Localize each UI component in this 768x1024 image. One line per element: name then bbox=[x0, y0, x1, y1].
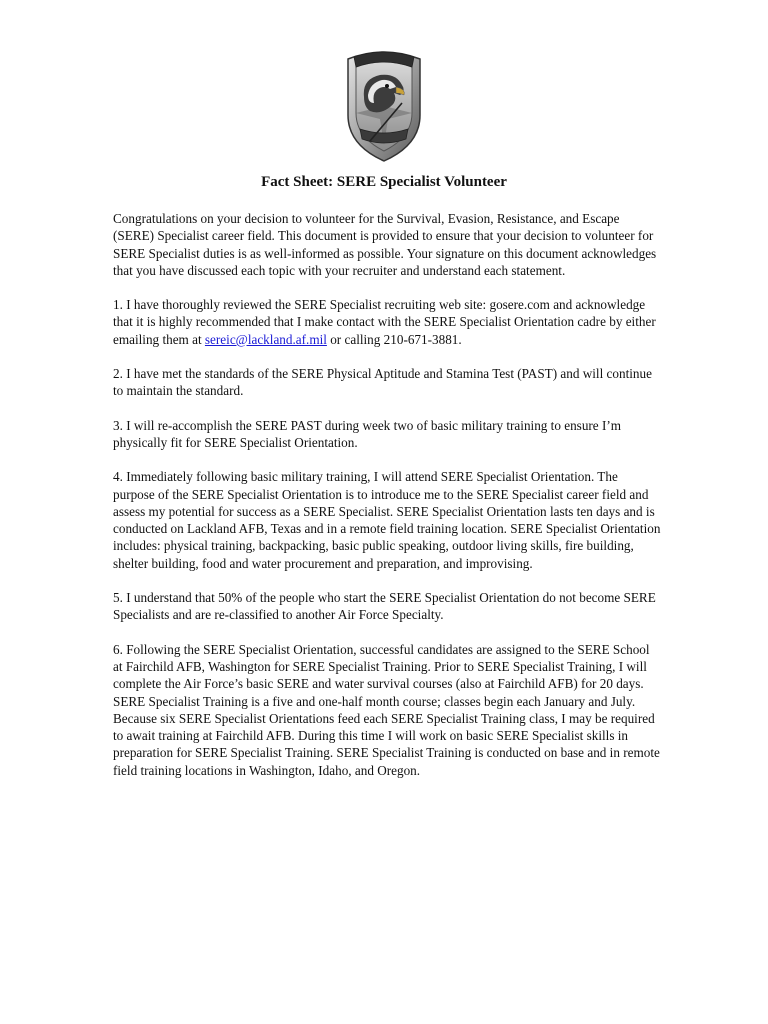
item-1-text-before: 1. I have thoroughly reviewed the SERE Specialist recruiting web site: gosere.com and acknowledge that it is highly recommended that I make contact with the SERE Specialist Orientation cadre by either emailing them at bbox=[113, 297, 656, 347]
item-1-paragraph bbox=[113, 296, 661, 348]
sere-emblem-icon bbox=[340, 45, 428, 163]
document-body bbox=[113, 210, 661, 796]
item-2-paragraph: 2. I have met the standards of the SERE Physical Aptitude and Stamina Test (PAST) and will continue to maintain the standard. bbox=[113, 366, 652, 399]
document-title: Fact Sheet: SERE Specialist Volunteer bbox=[261, 174, 507, 190]
item-5-paragraph: 5. I understand that 50% of the people who start the SERE Specialist Orientation do not become SERE Specialists and are re-classified to another Air Force Specialty. bbox=[113, 590, 656, 623]
email-link[interactable]: sereic@lackland.af.mil bbox=[204, 331, 327, 347]
intro-paragraph: Congratulations on your decision to volunteer for the Survival, Evasion, Resistance, and Escape (SERE) Specialist career field. This document is provided to ensure that your decision to volunteer for SERE Specialist duties is as well-informed as possible. Your signature on this document acknowledges that you have discussed each topic with your recruiter and understand each statement. bbox=[113, 211, 657, 278]
item-1-text-after: or calling 210-671-3881. bbox=[326, 331, 462, 347]
item-6-paragraph: 6. Following the SERE Specialist Orientation, successful candidates are assigned to the SERE School at Fairchild AFB, Washington for SERE Specialist Training. Prior to SERE Specialist Training, I will complete the Air Force’s basic SERE and water survival courses (also at Fairchild AFB) for 20 days. SERE Specialist Training is a five and one-half month course; classes begin each January and July. Because six SERE Specialist Orientations feed each SERE Specialist Training class, I may be required to await training at Fairchild AFB. During this time I will work on basic SERE Specialist skills in preparation for SERE Specialist Training. SERE Specialist Training is conducted on base and in remote field training locations in Washington, Idaho, and Oregon. bbox=[113, 641, 660, 778]
item-3-paragraph: 3. I will re-accomplish the SERE PAST during week two of basic military training to ensure I’m physically fit for SERE Specialist Orientation. bbox=[113, 417, 621, 450]
item-4-paragraph: 4. Immediately following basic military training, I will attend SERE Specialist Orientation. The purpose of the SERE Specialist Orientation is to introduce me to the SERE Specialist career field and assess my potential for success as a SERE Specialist. SERE Specialist Orientation lasts ten days and is conducted on Lackland AFB, Texas and in a remote field training location. SERE Specialist Orientation includes: physical training, backpacking, basic public speaking, outdoor living skills, fire building, shelter building, food and water procurement and preparation, and improvising. bbox=[113, 469, 661, 571]
